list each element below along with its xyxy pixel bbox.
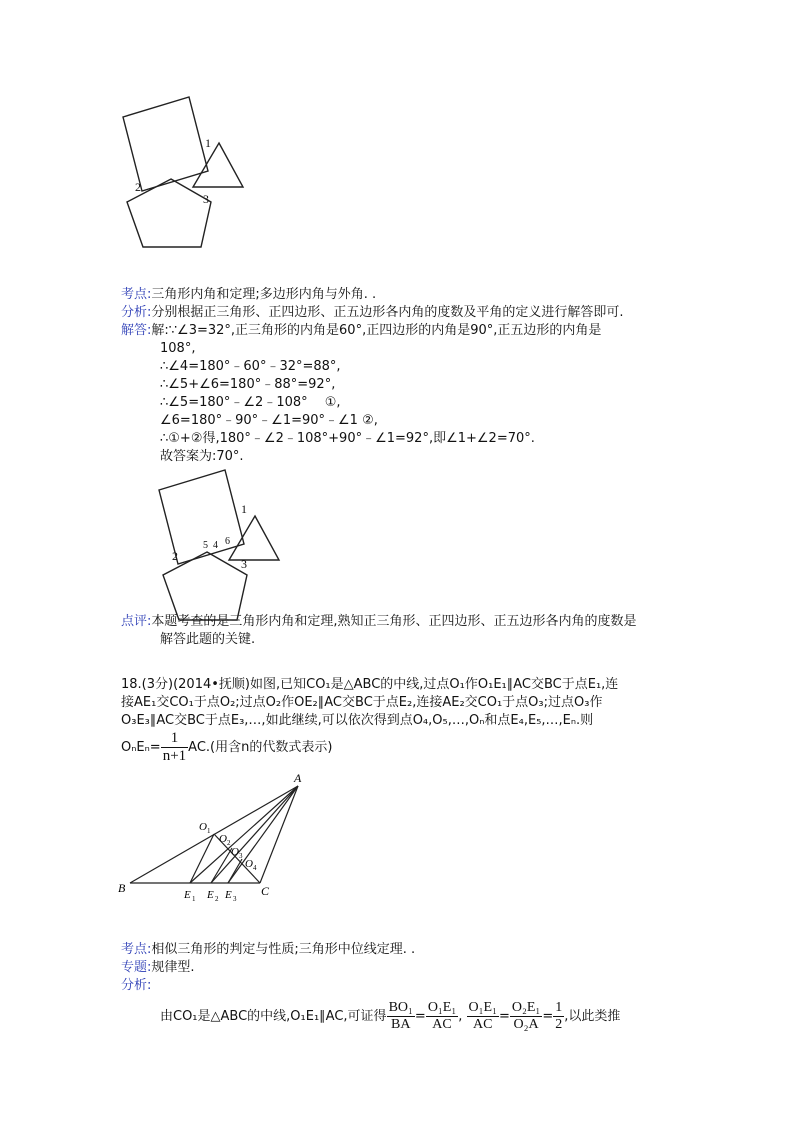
fig3-label: 2 [215,895,219,903]
fraction: $\frac{\text{O₂E₁}}{\text{O₂A}}$ [511,1000,541,1032]
figure-triangle-abc [115,770,315,910]
figure-polygons-2 [155,468,290,628]
jieda-line-8: 故答案为:70°. [160,449,244,464]
kaodian-2: 考点:相似三角形的判定与性质;三角形中位线定理. . [121,942,416,957]
fig2-label: 6 [225,536,230,547]
fraction: $\frac{\text{O₁E₁}}{AC}$ [427,1000,457,1032]
fig2-label: 1 [241,502,247,516]
fig1-label: 1 [205,136,211,150]
fig3-label: A [294,771,302,785]
fig3-label: O [231,846,239,858]
kaodian-label: 考点: [121,287,152,302]
jieda-line-7: ∴①+②得,180°﹣∠2﹣108°+90°﹣∠1=92°,即∠1+∠2=70°. [160,431,535,446]
kaodian-label: 考点: [121,942,152,957]
fig3-label: C [261,884,270,898]
fig3-label: 2 [227,839,231,847]
fig2-label: 2 [172,549,178,563]
jieda-line-6: ∠6=180°﹣90°﹣∠1=90°﹣∠1 ②, [160,413,378,428]
fenxi-2-text: 由CO₁是△ABC的中线,O₁E₁∥AC,可证得 $\frac{\text{BO₁}}{BA}$ = $\frac{\text{O₁E₁}}{AC}$ , $\frac{\text{O₁E₁}}{AC}$ = $\frac{\text{O₂E₁}}{\text{O₂A}}$ = $\frac{1}{2}$ ,以此类推 [160,1000,621,1032]
kaodian-1: 考点:三角形内角和定理;多边形内角与外角. . [121,287,377,302]
fraction: $\frac{1}{2}$ [555,1000,563,1032]
zhuanti-label: 专题: [121,960,152,975]
fig3-label: O [219,833,227,845]
fig2-label: 4 [213,540,218,551]
fraction: $\frac{\text{BO₁}}{BA}$ [388,1000,413,1032]
fig3-label: O [199,821,207,833]
fig3-label: 4 [253,864,257,872]
fenxi-label: 分析: [121,978,152,993]
jieda-line-4: ∴∠5+∠6=180°﹣88°=92°, [160,377,336,392]
fig2-label: 3 [241,557,247,571]
fig1-label: 3 [203,192,209,206]
jieda-line-3: ∴∠4=180°﹣60°﹣32°=88°, [160,359,341,374]
fig3-label: 1 [192,895,196,903]
fig3-label: 3 [239,852,243,860]
fig3-label: 1 [207,827,211,835]
q18-line-2: 接AE₁交CO₁于点O₂;过点O₂作OE₂∥AC交BC于点E₂,连接AE₂交CO₁于点O₃;过点O₃作 [121,695,603,710]
fig2-label: 5 [203,540,208,551]
fig3-label: 3 [233,895,237,903]
jieda-line-2: 108°, [160,341,196,356]
fenxi-2-label-line [121,978,151,994]
q18-answer: OₙEₙ= $\frac{1}{n+1}$ AC.(用含n的代数式表示) [121,730,333,764]
dianping-label: 点评: [121,614,152,629]
q18-line-1: 18.(3分)(2014•抚顺)如图,已知CO₁是△ABC的中线,过点O₁作O₁E₁∥AC交BC于点E₁,连 [121,677,619,692]
fig3-label: E [207,889,214,901]
fig3-label: O [245,858,253,870]
fraction: $\frac{\text{O₁E₁}}{AC}$ [468,1000,497,1032]
fig1-label: 2 [135,180,141,194]
zhuanti: 专题:规律型. [121,960,195,975]
dianping-line-2: 解答此题的关键. [160,632,256,647]
jieda-line-1: 解答:解:∵∠3=32°,正三角形的内角是60°,正四边形的内角是90°,正五边形的内角是 [121,323,602,338]
fenxi-label: 分析: [121,305,152,320]
fig3-label: B [118,881,126,895]
fig3-label: E [184,889,191,901]
fenxi-1: 分析:分别根据正三角形、正四边形、正五边形各内角的度数及平角的定义进行解答即可. [121,305,624,320]
jieda-line-5: ∴∠5=180°﹣∠2﹣108° ①, [160,395,341,410]
figure-polygons-1 [115,95,250,255]
answer-fraction: $\frac{1}{n+1}$ [162,730,187,764]
dianping-line-1: 点评:本题考查的是三角形内角和定理,熟知正三角形、正四边形、正五边形各内角的度数是 [121,614,637,629]
jieda-label: 解答: [121,323,152,338]
fig3-label: E [225,889,232,901]
q18-line-3: O₃E₃∥AC交BC于点E₃,…,如此继续,可以依次得到点O₄,O₅,…,Oₙ和点E₄,E₅,…,Eₙ.则 [121,713,594,728]
